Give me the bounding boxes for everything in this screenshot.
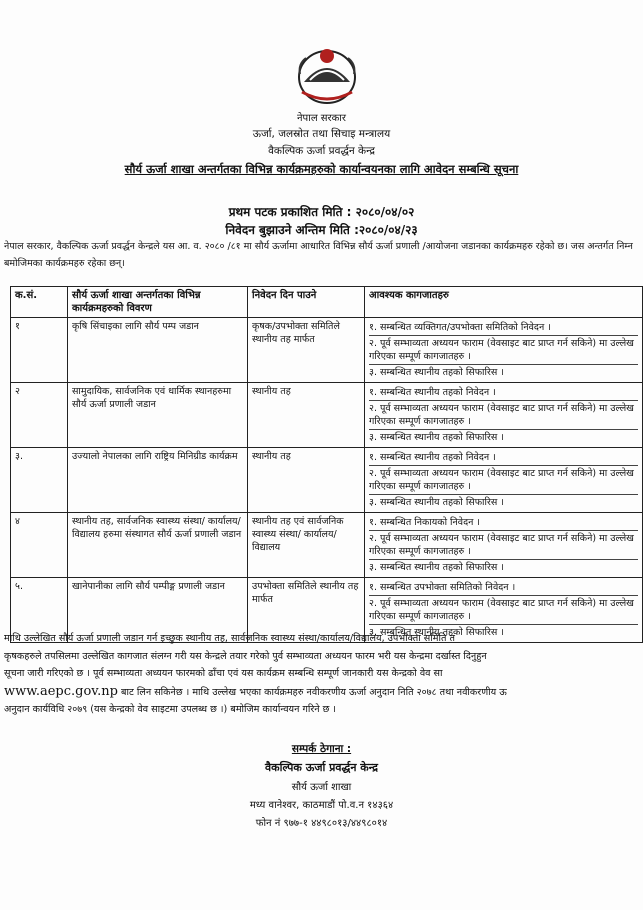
contact-phone: फोन नं ९७७-१ ४४९८०१३/४४९८०१४: [255, 818, 388, 829]
header-serial: क.सं.: [11, 287, 68, 318]
deadline-date: निवेदन बुझाउने अन्तिम मिति :२०८०/०४/२३: [225, 223, 418, 237]
row-serial: ५.: [11, 578, 68, 643]
document-item: २. पूर्व सम्भाव्यता अध्ययन फाराम (वेवसाइट बाट प्राप्त गर्न सकिने) मा उल्लेख गरिएका सम्पूर्ण कागजातहरु ।: [369, 466, 638, 495]
center-name: वैकल्पिक ऊर्जा प्रवर्द्धन केन्द्र: [268, 145, 375, 157]
notice-title: सौर्य ऊर्जा शाखा अन्तर्गतका विभिन्न कार्यक्रमहरुको कार्यान्वयनका लागि आवेदन सम्बन्धि सूचना: [124, 162, 519, 176]
row-serial: ४: [11, 513, 68, 578]
table-row: [11, 513, 643, 578]
row-program: स्थानीय तह, सार्वजनिक स्वास्थ्य संस्था/ कार्यालय/ विद्यालय हरुमा संस्थागत सौर्य ऊर्जा प्रणाली जडान: [68, 513, 248, 578]
nepal-emblem-icon: [294, 44, 360, 106]
website-link[interactable]: www.aepc.gov.np: [4, 683, 118, 699]
document-item: २. पूर्व सम्भाव्यता अध्ययन फाराम (वेवसाइट बाट प्राप्त गर्न सकिने) मा उल्लेख गरिएका सम्पूर्ण कागजातहरु ।: [369, 336, 638, 365]
row-documents: [365, 513, 643, 578]
closing-line: सूचना जारी गरिएको छ । पूर्व सम्भाव्यता अध्ययन फारमको ढाँचा एवं यस कार्यक्रम सम्बन्धि सम्पूर्ण जानकारी यस केन्द्रको वेव सा: [4, 668, 443, 679]
row-documents: [365, 318, 643, 383]
row-documents: [365, 383, 643, 448]
header-program: सौर्य ऊर्जा शाखा अन्तर्गतका विभिन्न कार्यक्रमहरुको विवरण: [68, 287, 248, 318]
document-item: ३. सम्बन्धित स्थानीय तहको सिफारिस ।: [369, 432, 504, 443]
closing-line: [4, 683, 643, 702]
table-row: [11, 448, 643, 513]
contact-address: मध्य वानेश्वर, काठमाडौं पो.व.न १४३६४: [249, 800, 394, 811]
contact-label: सम्पर्क ठेगाना :: [291, 743, 352, 755]
closing-line: कृषकहरुले तपसिलमा उल्लेखित कागजात संलग्न गरी यस केन्द्रले तयार गरेको पुर्व सम्भाव्यता अध्ययन फारम भरी यस केन्द्रमा दर्खास्त दिनुहुन: [4, 650, 487, 662]
row-eligible: उपभोक्ता समितिले स्थानीय तह मार्फत: [248, 578, 365, 643]
row-documents: [365, 448, 643, 513]
row-program: सामुदायिक, सार्वजनिक एवं धार्मिक स्थानहरुमा सौर्य ऊर्जा प्रणाली जडान: [68, 383, 248, 448]
ministry-name: ऊर्जा, जलस्रोत तथा सिचाइ मन्त्रालय: [252, 128, 391, 140]
document-item: ३. सम्बन्धित स्थानीय तहको सिफारिस ।: [369, 562, 504, 573]
row-program: कृषि सिंचाइका लागि सौर्य पम्प जडान: [68, 318, 248, 383]
program-table: [10, 286, 643, 643]
intro-paragraph: नेपाल सरकार, वैकल्पिक ऊर्जा प्रवर्द्धन केन्द्रले यस आ. व. २०८० /८१ मा सौर्य ऊर्जामा आधारित विभिन्न सौर्य ऊर्जा प्रणाली /आयोजना जडानका कार्यक्रमहरु रहेको छ। जस अन्तर्गत निम्न बमोजिमका कार्यक्रमहरु रहेका छन्।: [4, 241, 633, 269]
table-row: [11, 318, 643, 383]
document-item: ३. सम्बन्धित स्थानीय तहको सिफारिस ।: [369, 627, 504, 638]
row-program: उज्यालो नेपालका लागि राष्ट्रिय मिनिग्रीड कार्यक्रम: [68, 448, 248, 513]
row-eligible: स्थानीय तह एवं सार्वजनिक स्वास्थ्य संस्था/ कार्यालय/विद्यालय: [248, 513, 365, 578]
closing-line: माथि उल्लेखित सौर्य ऊर्जा प्रणाली जडान गर्न इच्छुक स्थानीय तह, सार्वजनिक स्वास्थ्य संस्था/कार्यालय/विद्यालय, उपभोक्ता समिति त: [4, 633, 455, 644]
row-eligible: स्थानीय तह: [248, 448, 365, 513]
closing-line: अनुदान कार्यविधि २०७९ (यस केन्द्रको वेव साइटमा उपलब्ध छ ।) बमोजिम कार्यान्वयन गरिने छ ।: [4, 704, 337, 715]
document-item: २. पूर्व सम्भाव्यता अध्ययन फाराम (वेवसाइट बाट प्राप्त गर्न सकिने) मा उल्लेख गरिएका सम्पूर्ण कागजातहरु ।: [369, 596, 638, 625]
document-item: ३. सम्बन्धित स्थानीय तहको सिफारिस ।: [369, 367, 504, 378]
row-serial: १: [11, 318, 68, 383]
row-eligible: स्थानीय तह: [248, 383, 365, 448]
row-serial: २: [11, 383, 68, 448]
header-documents: आवश्यक कागजातहरु: [365, 287, 643, 318]
document-item: १. सम्बन्धित स्थानीय तहको निवेदन ।: [369, 450, 638, 466]
document-item: २. पूर्व सम्भाव्यता अध्ययन फाराम (वेवसाइट बाट प्राप्त गर्न सकिने) मा उल्लेख गरिएका सम्पूर्ण कागजातहरु ।: [369, 401, 638, 430]
document-item: १. सम्बन्धित निकायको निवेदन ।: [369, 515, 638, 531]
row-eligible: कृषक/उपभोक्ता समितिले स्थानीय तह मार्फत: [248, 318, 365, 383]
table-row: [11, 383, 643, 448]
document-item: १. सम्बन्धित व्यक्तिगत/उपभोक्ता समितिको निवेदन ।: [369, 320, 638, 336]
contact-branch: सौर्य ऊर्जा शाखा: [291, 782, 352, 793]
government-name: नेपाल सरकार: [297, 113, 346, 124]
document-item: २. पूर्व सम्भाव्यता अध्ययन फाराम (वेवसाइट बाट प्राप्त गर्न सकिने) मा उल्लेख गरिएका सम्पूर्ण कागजातहरु ।: [369, 531, 638, 560]
first-published-date: प्रथम पटक प्रकाशित मिति : २०८०/०४/०२: [228, 205, 415, 219]
contact-org: वैकल्पिक ऊर्जा प्रवर्द्धन केन्द्र: [265, 761, 378, 774]
document-item: १. सम्बन्धित स्थानीय तहको निवेदन ।: [369, 385, 638, 401]
closing-paragraph: [4, 630, 643, 719]
document-item: १. सम्बन्धित उपभोक्ता समितिको निवेदन ।: [369, 580, 638, 596]
table-header-row: [11, 287, 643, 318]
row-serial: ३.: [11, 448, 68, 513]
document-item: ३. सम्बन्धित स्थानीय तहको सिफारिस ।: [369, 497, 504, 508]
header-eligible: निवेदन दिन पाउने: [248, 287, 365, 318]
row-program: खानेपानीका लागि सौर्य पम्पीङ्ग प्रणाली जडान: [68, 578, 248, 643]
closing-line-rest: बाट लिन सकिनेछ । माथि उल्लेख भएका कार्यक्रमहरु नवीकरणीय ऊर्जा अनुदान निति २०७८ तथा नवीकरणीय ऊ: [117, 686, 507, 698]
